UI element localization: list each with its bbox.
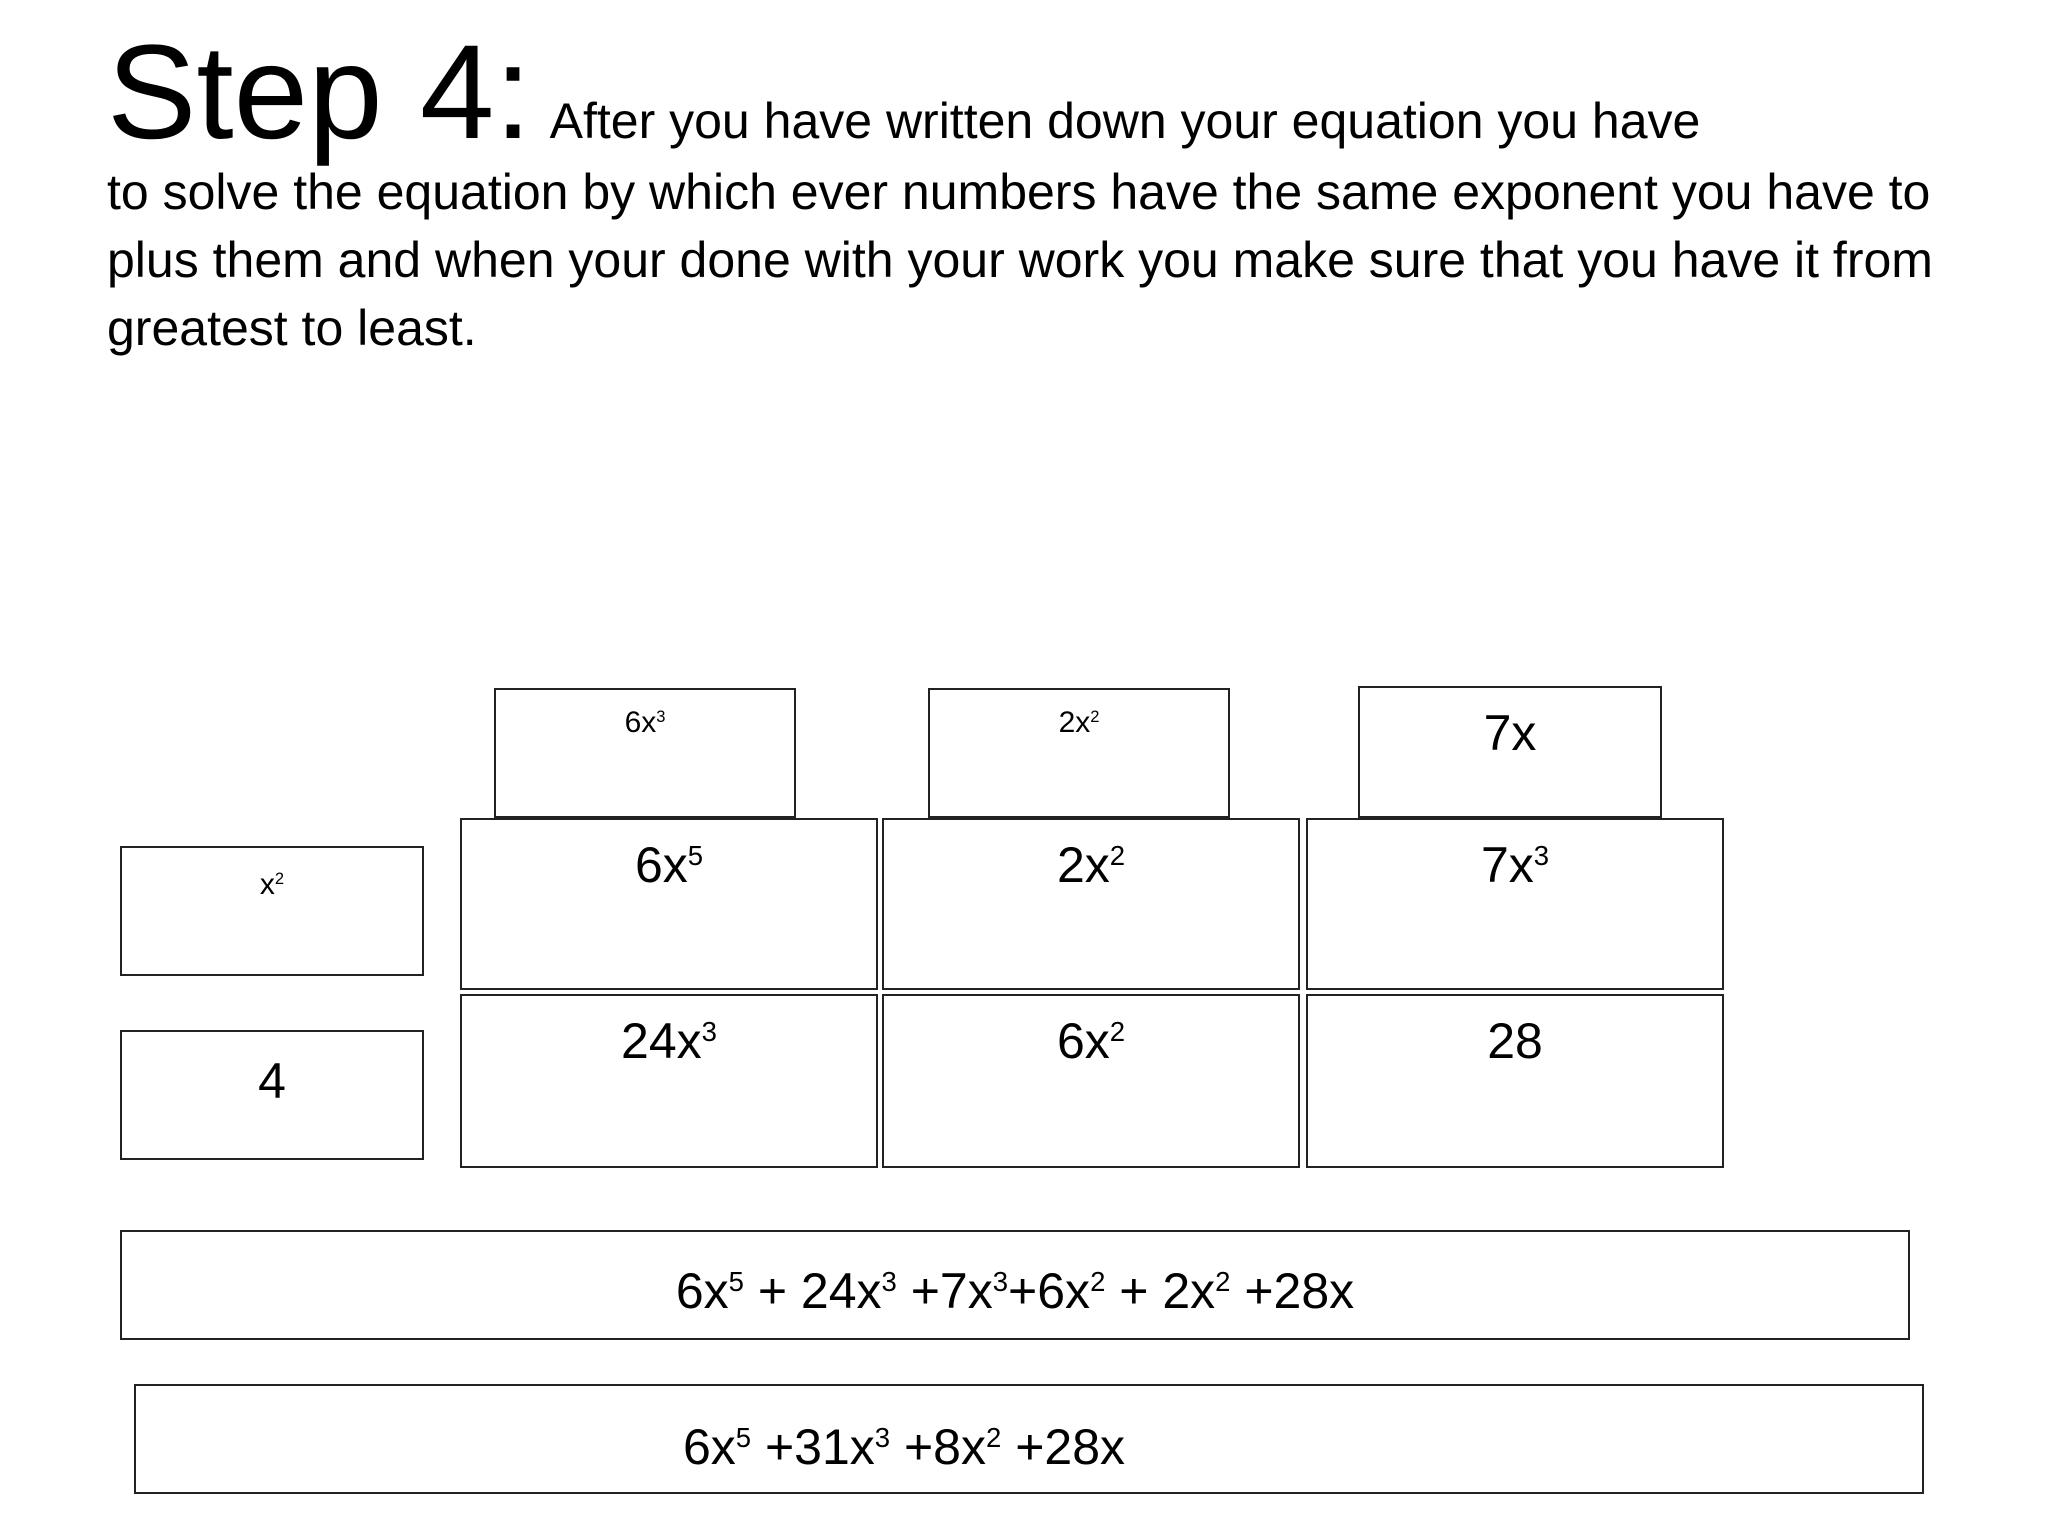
side-factor-1 [122, 848, 422, 902]
expanded-term-4-exponent: 2 [1090, 1266, 1106, 1297]
product-cell-r1-c1 [460, 818, 878, 990]
simplified-term-1 [683, 1419, 751, 1475]
expanded-term-5 [1105, 1263, 1230, 1319]
top-factor-3-base: 7x [1483, 705, 1537, 761]
product-r2-c2-exponent: 2 [1109, 1016, 1126, 1047]
expanded-term-1-base: 6x [675, 1263, 729, 1319]
expanded-term-6-base: +28x [1230, 1263, 1355, 1319]
product-r2-c1 [462, 996, 876, 1070]
expanded-term-4-base: +6x [1008, 1263, 1091, 1319]
top-factor-2-base: 2x [1058, 706, 1091, 739]
top-factor-1-exponent: 3 [656, 708, 666, 726]
product-cell-r1-c3 [1306, 818, 1724, 990]
simplified-term-2 [751, 1419, 890, 1475]
product-r2-c2-base: 6x [1056, 1013, 1110, 1069]
simplified-term-3-exponent: 2 [986, 1422, 1002, 1453]
top-factor-1-base: 6x [624, 706, 657, 739]
step-heading [107, 18, 1947, 362]
simplified-term-3 [890, 1419, 1001, 1475]
expanded-term-5-exponent: 2 [1215, 1266, 1231, 1297]
product-r1-c3-exponent: 3 [1533, 840, 1550, 871]
top-factor-1 [496, 690, 794, 740]
expanded-term-6 [1230, 1263, 1354, 1319]
expanded-term-3-base: +7x [896, 1263, 993, 1319]
product-r1-c1-base: 6x [634, 837, 688, 893]
top-factor-2-exponent: 2 [1090, 708, 1100, 726]
simplified-term-1-base: 6x [682, 1419, 736, 1475]
simplified-term-1-exponent: 5 [735, 1422, 752, 1453]
top-factor-box-3 [1358, 686, 1662, 818]
simplified-term-2-exponent: 3 [874, 1422, 891, 1453]
step-body-text: to solve the equation by which ever numbers have the same exponent you have to plus them and when your done with your work you make sure that you have it from greatest to least. [107, 164, 1933, 356]
expanded-term-2-exponent: 3 [881, 1266, 897, 1297]
product-r1-c3 [1308, 820, 1722, 894]
product-r2-c3 [1308, 996, 1722, 1070]
side-factor-box-2 [120, 1030, 424, 1160]
expanded-sum-box [120, 1230, 1910, 1340]
product-cell-r1-c2 [882, 818, 1300, 990]
expanded-term-2-base: + 24x [743, 1263, 882, 1319]
side-factor-2-base: 4 [258, 1053, 286, 1109]
top-factor-3 [1360, 688, 1660, 762]
product-r1-c3-base: 7x [1480, 837, 1534, 893]
product-r2-c1-base: 24x [621, 1013, 702, 1069]
top-factor-box-1 [494, 688, 796, 818]
product-r1-c2-exponent: 2 [1109, 840, 1126, 871]
simplified-term-3-base: +8x [890, 1419, 986, 1475]
expanded-term-5-base: + 2x [1105, 1263, 1216, 1319]
product-r1-c2-base: 2x [1056, 837, 1110, 893]
simplified-term-2-base: +31x [751, 1419, 875, 1475]
side-factor-box-1 [120, 846, 424, 976]
side-factor-1-exponent: 2 [274, 870, 285, 888]
product-r1-c2 [884, 820, 1298, 894]
product-r2-c3-base: 28 [1487, 1013, 1543, 1069]
expanded-term-3 [897, 1263, 1008, 1319]
expanded-term-2 [744, 1263, 897, 1319]
simplified-sum [136, 1386, 1922, 1476]
product-cell-r2-c3 [1306, 994, 1724, 1168]
step-label: Step 4: [107, 18, 532, 167]
expanded-term-1 [676, 1263, 744, 1319]
step-lead-text: After you have written down your equation you have [549, 93, 1701, 149]
side-factor-2 [122, 1032, 422, 1110]
simplified-sum-box [134, 1384, 1924, 1494]
expanded-term-4 [1008, 1263, 1105, 1319]
product-cell-r2-c2 [882, 994, 1300, 1168]
product-r2-c1-exponent: 3 [701, 1016, 717, 1047]
product-r1-c1-exponent: 5 [687, 840, 704, 871]
product-r2-c2 [884, 996, 1298, 1070]
expanded-term-3-exponent: 3 [992, 1266, 1009, 1297]
top-factor-box-2 [928, 688, 1230, 818]
expanded-term-1-exponent: 5 [728, 1266, 744, 1297]
product-cell-r2-c1 [460, 994, 878, 1168]
simplified-term-4-base: +28x [1001, 1419, 1126, 1475]
simplified-term-4 [1001, 1419, 1125, 1475]
side-factor-1-base: x [259, 868, 275, 901]
product-r1-c1 [462, 820, 876, 894]
expanded-sum [122, 1232, 1908, 1320]
top-factor-2 [930, 690, 1228, 740]
